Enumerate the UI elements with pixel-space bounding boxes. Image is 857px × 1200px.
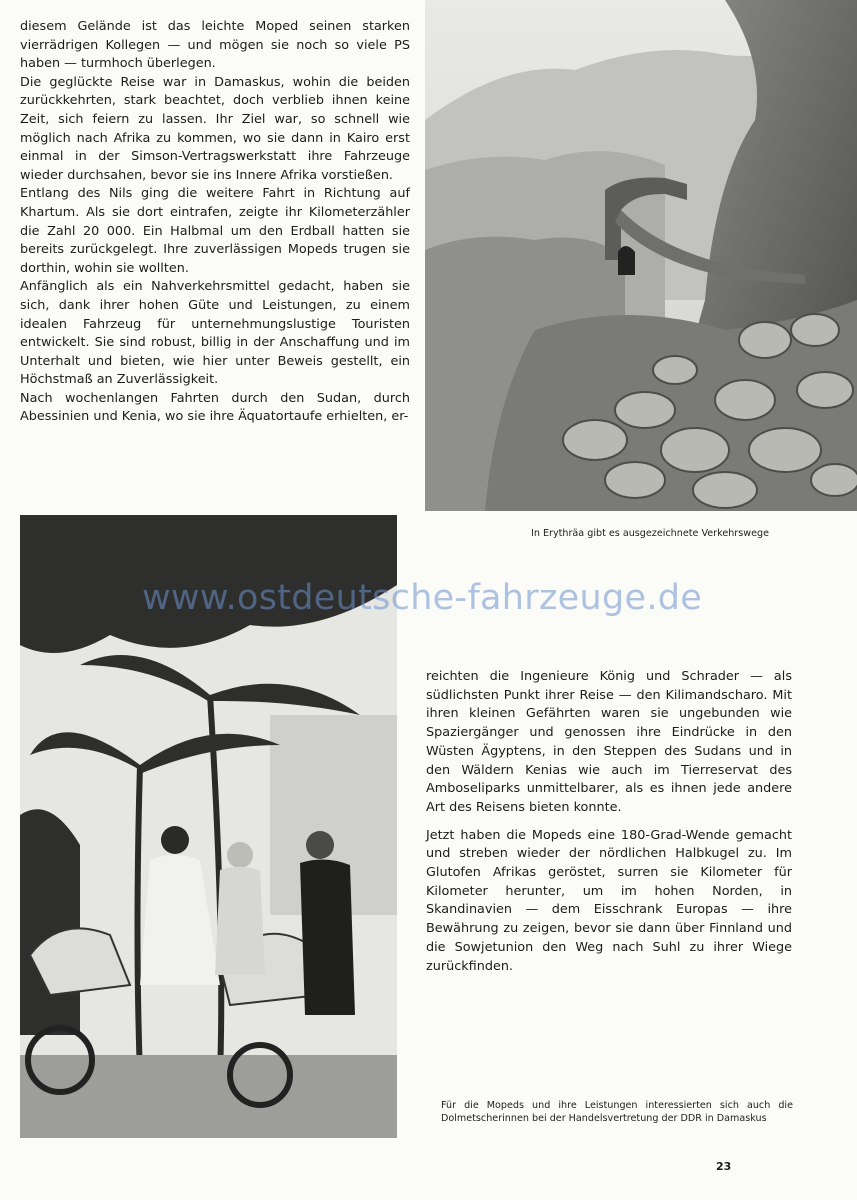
paragraph: reichten die Ingenieure König und Schrader — als südlichsten Punkt ihrer Reise — den Kilimandscharo. Mit ihren kleinen Gefährten waren sie ungebunden wie Spaziergänger und genossen ihre Eindrücke in den Wüsten Ägyptens, in den Steppen des Sudans und in den Wäldern Kenias wie auch im Tierreservat des Amboseliparks unmittelbarer, als es ihnen jede andere Art des Reisens bieten konnte.: [426, 669, 792, 815]
bottom-text-column: [426, 668, 792, 976]
palms-photo-caption: Für die Mopeds und ihre Leistungen interessierten sich auch die Dolmetscherinnen bei der Handelsvertretung der DDR in Damaskus: [441, 1100, 793, 1125]
top-text-column: [20, 18, 410, 427]
paragraph: diesem Gelände ist das leichte Moped seinen starken vierrädrigen Kollegen — und mögen sie noch so viele PS haben — turmhoch überlegen.: [20, 19, 410, 72]
watermark: www.ostdeutsche-fahrzeuge.de: [142, 578, 703, 618]
paragraph: Jetzt haben die Mopeds eine 180-Grad-Wende gemacht und streben wieder der nördlichen Halbkugel zu. Im Glutofen Afrikas geröstet, surren sie Kilometer für Kilometer herunter, um im hohen Norden, in Skandinavien — dem Eisschrank Europas — ihre Bewährung zu zeigen, bevor sie dann über Finnland und die Sowjetunion den Weg nach Suhl zu ihrer Wiege zurückfinden.: [426, 827, 792, 974]
page-number: 23: [716, 1160, 732, 1173]
mountain-railway-photo: [425, 0, 857, 511]
paragraph: Anfänglich als ein Nahverkehrsmittel gedacht, haben sie sich, dank ihrer hohen Güte und Leistungen, zu einem idealen Fahrzeug für unternehmungslustige Touristen entwickelt. Sie sind robust, billig in der Anschaffung und im Unterhalt und bieten, wie hier unter Beweis gestellt, ein Höchstmaß an Zuverlässigkeit.: [20, 279, 410, 388]
paragraph: Die geglückte Reise war in Damaskus, wohin die beiden zurückkehrten, stark beachtet, doch verblieb ihnen keine Zeit, sich feiern zu lassen. Ihr Ziel war, so schnell wie möglich nach Afrika zu kommen, wo sie dann in Kairo erst einmal in der Simson-Vertragswerkstatt ihre Fahrzeuge wieder durchsahen, bevor sie ins Innere Afrika vorstießen.: [20, 74, 410, 183]
mountain-photo-caption: In Erythräa gibt es ausgezeichnete Verkehrswege: [531, 528, 769, 539]
paragraph: Nach wochenlangen Fahrten durch den Sudan, durch Abessinien und Kenia, wo sie ihre Äquatortaufe erhielten, er-: [20, 390, 410, 425]
paragraph: Entlang des Nils ging die weitere Fahrt in Richtung auf Khartum. Als sie dort eintrafen, zeigte ihr Kilometerzähler die Zahl 20 000. Ein Halbmal um den Erdball hatten sie bereits zurückgelegt. Ihre zuverlässigen Mopeds trugen sie dorthin, wohin sie wollten.: [20, 186, 410, 276]
